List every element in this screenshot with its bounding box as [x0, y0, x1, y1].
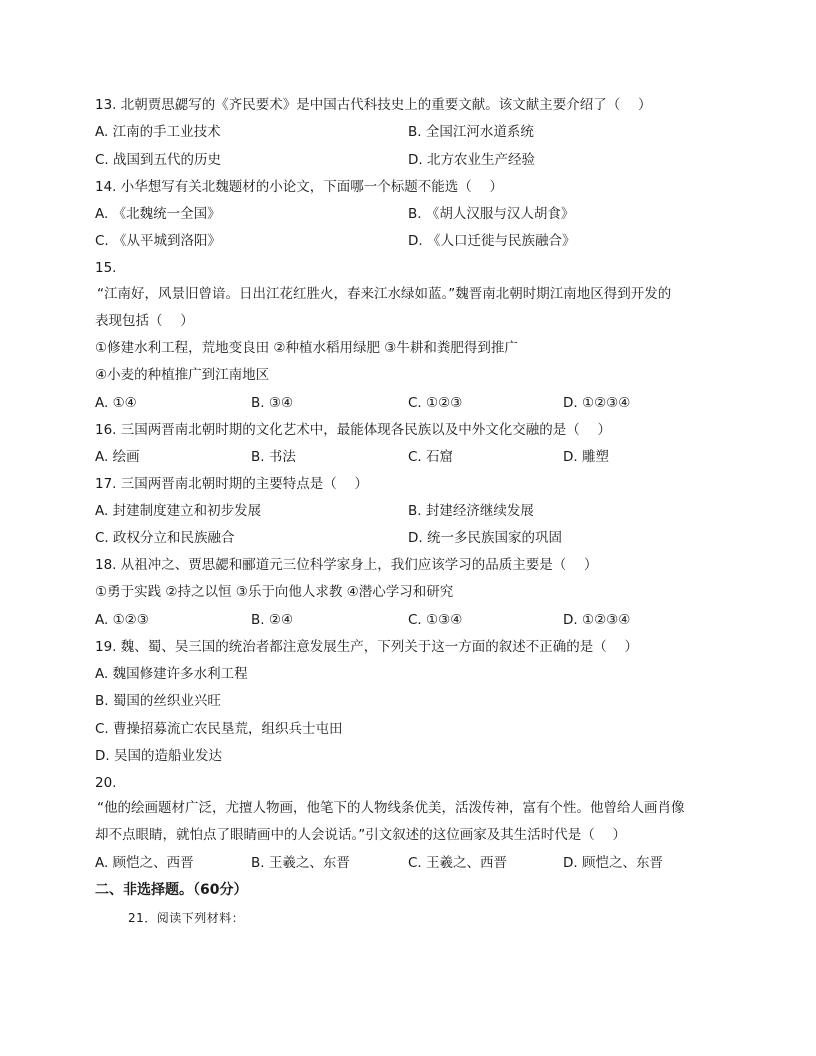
question-15-items-line2: ④小麦的种植推广到江南地区 — [95, 367, 270, 383]
question-18-option-b[interactable]: B. ②④ — [251, 612, 294, 628]
question-19-option-d[interactable]: D. 吴国的造船业发达 — [95, 748, 222, 764]
question-20-stem-line2: 却不点眼睛，就怕点了眼睛画中的人会说话。”引文叙述的这位画家及其生活时代是（ ） — [95, 827, 627, 843]
question-15-option-c[interactable]: C. ①②③ — [408, 395, 463, 411]
question-21-stem: 21．阅读下列材料： — [128, 911, 245, 925]
question-15-option-d[interactable]: D. ①②③④ — [563, 395, 631, 411]
question-18-option-d[interactable]: D. ①②③④ — [563, 612, 631, 628]
question-14-option-c[interactable]: C. 《从平城到洛阳》 — [95, 233, 222, 249]
question-19-stem: 19. 魏、蜀、吴三国的统治者都注意发展生产，下列关于这一方面的叙述不正确的是（ ） — [95, 639, 639, 655]
question-17-stem: 17. 三国两晋南北朝时期的主要特点是（ ） — [95, 476, 369, 492]
question-15-option-a[interactable]: A. ①④ — [95, 395, 137, 411]
question-15-number: 15. — [95, 260, 117, 276]
question-17-option-b[interactable]: B. 封建经济继续发展 — [408, 503, 534, 519]
question-19-option-c[interactable]: C. 曹操招募流亡农民垦荒，组织兵士屯田 — [95, 721, 343, 737]
question-19-option-a[interactable]: A. 魏国修建许多水利工程 — [95, 666, 248, 682]
question-14-option-b[interactable]: B. 《胡人汉服与汉人胡食》 — [408, 206, 575, 222]
question-20-option-c[interactable]: C. 王羲之、西晋 — [408, 855, 508, 871]
question-15-stem-line2: 表现包括（ ） — [95, 313, 194, 329]
question-17-option-c[interactable]: C. 政权分立和民族融合 — [95, 530, 235, 546]
question-13-stem: 13. 北朝贾思勰写的《齐民要术》是中国古代科技史上的重要文献。该文献主要介绍了（ ） — [95, 97, 652, 113]
question-16-option-b[interactable]: B. 书法 — [251, 449, 296, 465]
question-17-option-a[interactable]: A. 封建制度建立和初步发展 — [95, 503, 262, 519]
question-20-number: 20. — [95, 775, 117, 791]
question-13-option-d[interactable]: D. 北方农业生产经验 — [408, 152, 535, 168]
question-13-option-c[interactable]: C. 战国到五代的历史 — [95, 152, 222, 168]
question-20-option-d[interactable]: D. 顾恺之、东晋 — [563, 855, 663, 871]
question-14-option-a[interactable]: A. 《北魏统一全国》 — [95, 206, 221, 222]
question-15-items-line1: ①修建水利工程，荒地变良田 ②种植水稻用绿肥 ③牛耕和粪肥得到推广 — [95, 340, 518, 356]
question-16-option-a[interactable]: A. 绘画 — [95, 449, 140, 465]
question-14-stem: 14. 小华想写有关北魏题材的小论文，下面哪一个标题不能选（ ） — [95, 179, 504, 195]
question-16-stem: 16. 三国两晋南北朝时期的文化艺术中，最能体现各民族以及中外文化交融的是（ ） — [95, 422, 612, 438]
question-15-option-b[interactable]: B. ③④ — [251, 395, 294, 411]
question-20-option-a[interactable]: A. 顾恺之、西晋 — [95, 855, 194, 871]
question-14-option-d[interactable]: D. 《人口迁徙与民族融合》 — [408, 233, 576, 249]
question-20-option-b[interactable]: B. 王羲之、东晋 — [251, 855, 350, 871]
question-18-option-c[interactable]: C. ①③④ — [408, 612, 463, 628]
question-19-option-b[interactable]: B. 蜀国的丝织业兴旺 — [95, 693, 221, 709]
question-18-option-a[interactable]: A. ①②③ — [95, 612, 149, 628]
question-13-option-b[interactable]: B. 全国江河水道系统 — [408, 124, 534, 140]
question-15-stem-line1: “江南好，风景旧曾谙。日出江花红胜火，春来江水绿如蓝。”魏晋南北朝时期江南地区得到开发的 — [97, 286, 672, 302]
question-17-option-d[interactable]: D. 统一多民族国家的巩固 — [408, 530, 562, 546]
question-16-option-d[interactable]: D. 雕塑 — [563, 449, 609, 465]
question-13-option-a[interactable]: A. 江南的手工业技术 — [95, 124, 221, 140]
question-16-option-c[interactable]: C. 石窟 — [408, 449, 454, 465]
section-2-heading: 二、非选择题。（60分） — [95, 882, 248, 898]
question-18-stem: 18. 从祖冲之、贾思勰和郦道元三位科学家身上，我们应该学习的品质主要是（ ） — [95, 557, 598, 573]
question-20-stem-line1: “他的绘画题材广泛，尤擅人物画，他笔下的人物线条优美，活泼传神，富有个性。他曾给人画肖像 — [97, 800, 685, 816]
question-18-items: ①勇于实践 ②持之以恒 ③乐于向他人求教 ④潜心学习和研究 — [95, 584, 454, 600]
